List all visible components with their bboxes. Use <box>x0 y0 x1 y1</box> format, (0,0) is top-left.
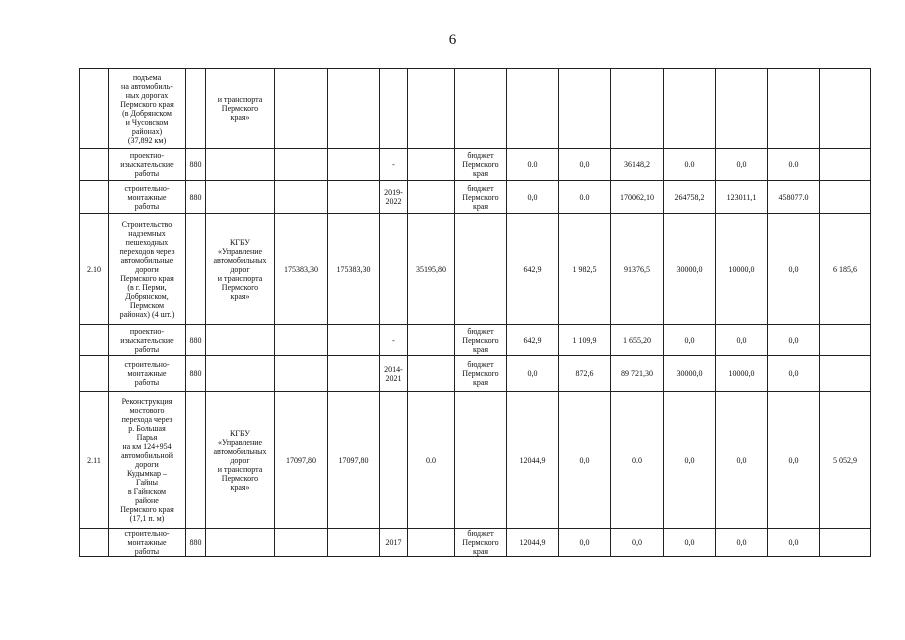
value-4: 0,0 <box>664 325 716 356</box>
value-3: 0,0 <box>611 529 664 557</box>
spent-cell <box>408 529 455 557</box>
value-6: 0,0 <box>768 356 820 392</box>
value-7 <box>820 149 871 181</box>
estimated-cost <box>328 69 380 149</box>
value-3: 91376,5 <box>611 214 664 325</box>
value-1 <box>507 69 559 149</box>
item-name: Строительство надземных пешеходных переходов через автомобильные дороги Пермского края (в г. Перми, Добрянском, Пермском районах) (4 шт.) <box>109 214 186 325</box>
period: 2017 <box>380 529 408 557</box>
period <box>380 392 408 529</box>
total-cost <box>275 181 328 214</box>
code-cell: 880 <box>186 149 206 181</box>
page-number: 6 <box>448 32 457 48</box>
period: 2019- 2022 <box>380 181 408 214</box>
organization <box>206 181 275 214</box>
value-6: 0,0 <box>768 392 820 529</box>
value-4: 30000,0 <box>664 214 716 325</box>
budget-table <box>79 68 871 557</box>
value-7 <box>820 181 871 214</box>
spent-cell <box>408 356 455 392</box>
value-4: 264758,2 <box>664 181 716 214</box>
value-1: 0,0 <box>507 356 559 392</box>
estimated-cost <box>328 149 380 181</box>
spent-cell <box>408 69 455 149</box>
total-cost: 175383,30 <box>275 214 328 325</box>
item-name: Реконструкция мостового перехода через р. Большая Парья на км 124+954 автомобильной дороги Кудымкар – Гайны в Гайнском районе Пермского края (17,1 п. м) <box>109 392 186 529</box>
estimated-cost <box>328 181 380 214</box>
estimated-cost <box>328 356 380 392</box>
value-5: 0,0 <box>716 529 768 557</box>
row-number: 2.11 <box>80 392 109 529</box>
value-1: 642,9 <box>507 325 559 356</box>
funding-source <box>455 69 507 149</box>
value-2: 0,0 <box>559 529 611 557</box>
value-2: 0,0 <box>559 149 611 181</box>
item-name: строительно- монтажные работы <box>109 529 186 557</box>
value-1: 12044,9 <box>507 392 559 529</box>
spent-cell <box>408 149 455 181</box>
value-6 <box>768 69 820 149</box>
organization: и транспорта Пермского края» <box>206 69 275 149</box>
value-7: 5 052,9 <box>820 392 871 529</box>
value-7 <box>820 325 871 356</box>
value-1: 12044,9 <box>507 529 559 557</box>
value-7 <box>820 356 871 392</box>
total-cost <box>275 69 328 149</box>
value-4 <box>664 69 716 149</box>
total-cost <box>275 325 328 356</box>
organization: КГБУ «Управление автомобильных дорог и транспорта Пермского края» <box>206 392 275 529</box>
funding-source <box>455 214 507 325</box>
period: - <box>380 325 408 356</box>
value-4: 0,0 <box>664 529 716 557</box>
value-2: 1 982,5 <box>559 214 611 325</box>
value-1: 0,0 <box>507 181 559 214</box>
table-row <box>80 356 871 392</box>
value-5: 10000,0 <box>716 356 768 392</box>
code-cell <box>186 69 206 149</box>
value-3: 0.0 <box>611 392 664 529</box>
value-2: 872,6 <box>559 356 611 392</box>
period: 2014- 2021 <box>380 356 408 392</box>
organization <box>206 529 275 557</box>
value-3: 170062,10 <box>611 181 664 214</box>
estimated-cost: 175383,30 <box>328 214 380 325</box>
estimated-cost <box>328 325 380 356</box>
value-6: 0,0 <box>768 325 820 356</box>
code-cell: 880 <box>186 325 206 356</box>
item-name: подъема на автомобиль- ных дорогах Пермского края (в Добрянском и Чусовском районах) (37,892 км) <box>109 69 186 149</box>
table-row <box>80 325 871 356</box>
organization <box>206 149 275 181</box>
value-6: 0,0 <box>768 529 820 557</box>
value-2: 0,0 <box>559 392 611 529</box>
value-4: 0.0 <box>664 149 716 181</box>
value-5: 0,0 <box>716 392 768 529</box>
organization: КГБУ «Управление автомобильных дорог и транспорта Пермского края» <box>206 214 275 325</box>
row-number <box>80 181 109 214</box>
item-name: проектно- изыскательские работы <box>109 149 186 181</box>
value-2: 0.0 <box>559 181 611 214</box>
total-cost: 17097,80 <box>275 392 328 529</box>
code-cell: 880 <box>186 529 206 557</box>
row-number: 2.10 <box>80 214 109 325</box>
spent-cell <box>408 325 455 356</box>
total-cost <box>275 149 328 181</box>
spent-cell: 35195,80 <box>408 214 455 325</box>
period <box>380 69 408 149</box>
period <box>380 214 408 325</box>
value-6: 0.0 <box>768 149 820 181</box>
row-number <box>80 529 109 557</box>
value-3: 1 655,20 <box>611 325 664 356</box>
total-cost <box>275 529 328 557</box>
row-number <box>80 356 109 392</box>
value-7: 6 185,6 <box>820 214 871 325</box>
organization <box>206 325 275 356</box>
period: - <box>380 149 408 181</box>
funding-source: бюджет Пермского края <box>455 149 507 181</box>
funding-source: бюджет Пермского края <box>455 529 507 557</box>
funding-source: бюджет Пермского края <box>455 356 507 392</box>
code-cell: 880 <box>186 181 206 214</box>
row-number <box>80 149 109 181</box>
item-name: проектно- изыскательские работы <box>109 325 186 356</box>
value-3: 36148,2 <box>611 149 664 181</box>
row-number <box>80 69 109 149</box>
value-1: 642,9 <box>507 214 559 325</box>
table-row <box>80 529 871 557</box>
value-2 <box>559 69 611 149</box>
total-cost <box>275 356 328 392</box>
value-4: 0,0 <box>664 392 716 529</box>
table-row <box>80 214 871 325</box>
value-7 <box>820 529 871 557</box>
value-5: 123011,1 <box>716 181 768 214</box>
spent-cell <box>408 181 455 214</box>
value-2: 1 109,9 <box>559 325 611 356</box>
item-name: строительно- монтажные работы <box>109 181 186 214</box>
spent-cell: 0.0 <box>408 392 455 529</box>
table-row <box>80 392 871 529</box>
funding-source: бюджет Пермского края <box>455 325 507 356</box>
table-row <box>80 149 871 181</box>
estimated-cost: 17097,80 <box>328 392 380 529</box>
value-4: 30000,0 <box>664 356 716 392</box>
organization <box>206 356 275 392</box>
funding-source <box>455 392 507 529</box>
value-1: 0.0 <box>507 149 559 181</box>
value-7 <box>820 69 871 149</box>
value-5: 0,0 <box>716 325 768 356</box>
table-row <box>80 69 871 149</box>
value-3 <box>611 69 664 149</box>
value-5: 10000,0 <box>716 214 768 325</box>
code-cell: 880 <box>186 356 206 392</box>
value-6: 458077.0 <box>768 181 820 214</box>
code-cell <box>186 214 206 325</box>
estimated-cost <box>328 529 380 557</box>
value-5 <box>716 69 768 149</box>
row-number <box>80 325 109 356</box>
value-3: 89 721,30 <box>611 356 664 392</box>
value-6: 0,0 <box>768 214 820 325</box>
table-row <box>80 181 871 214</box>
funding-source: бюджет Пермского края <box>455 181 507 214</box>
value-5: 0,0 <box>716 149 768 181</box>
item-name: строительно- монтажные работы <box>109 356 186 392</box>
code-cell <box>186 392 206 529</box>
